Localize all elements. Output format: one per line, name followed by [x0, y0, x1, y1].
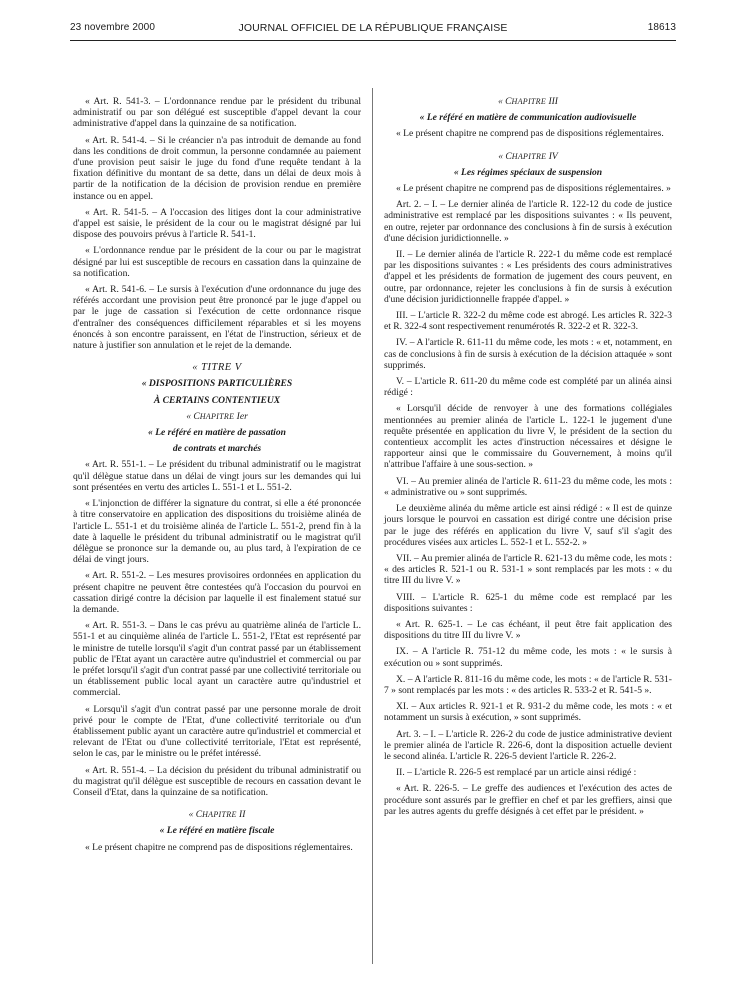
header-title: JOURNAL OFFICIEL DE LA RÉPUBLIQUE FRANÇAISE: [238, 22, 508, 34]
left-column: [73, 96, 361, 858]
paragraph: XI. – Aux articles R. 921-1 et R. 931-2 du même code, les mots : « et notamment un sursis à exécution, » sont supprimés.: [384, 701, 672, 724]
paragraph: « Art. R. 625-1. – Le cas échéant, il peut être fait application des dispositions du titre III du livre V. »: [384, 618, 672, 642]
chapter-title: « Les régimes spéciaux de suspension: [453, 166, 603, 178]
chapter-title: de contrats et marchés: [172, 443, 262, 455]
paragraph: V. – L'article R. 611-20 du même code est complété par un alinéa ainsi rédigé :: [384, 376, 672, 399]
paragraph: « Art. R. 541-3. – L'ordonnance rendue par le président du tribunal administratif ou par son délégué est susceptible d'appel devant la cour administrative d'appel dans la quinzaine de sa notification.: [73, 96, 361, 130]
paragraph: VIII. – L'article R. 625-1 du même code est remplacé par les dispositions suivantes :: [384, 591, 672, 614]
title-subheading: « DISPOSITIONS PARTICULIÈRES: [141, 378, 293, 390]
chapter-heading: « CHAPITRE III: [497, 96, 558, 107]
paragraph: « Le présent chapitre ne comprend pas de dispositions réglementaires.: [85, 841, 353, 853]
chapter-heading: « CHAPITRE IV: [498, 150, 558, 162]
paragraph: IV. – A l'article R. 611-11 du même code, les mots : « et, notamment, en cas de conclusions à fin de sursis à exécution de la décision attaquée » sont supprimés.: [384, 337, 672, 371]
paragraph: « Art. R. 551-4. – La décision du président du tribunal administratif ou du magistrat qu'il délègue est susceptible de recours en cassation devant le Conseil d'Etat, dans la quinzaine de sa notification.: [73, 764, 361, 798]
paragraph: « Art. R. 541-4. – Si le créancier n'a pas introduit de demande au fond dans les conditions de droit commun, la personne condamnée au paiement d'une provision peut saisir le juge du fond d'une requête tendant à la fixation définitive du montant de sa dette, dans un délai de deux mois à partir de la notification de la décision de provision rendue en première instance ou en appel.: [73, 134, 361, 202]
paragraph: « Art. R. 541-5. – A l'occasion des litiges dont la cour administrative d'appel est saisie, le président de la cour ou le magistrat désigné par lui dispose des pouvoirs prévus à l'article R. 541-1.: [73, 206, 361, 241]
paragraph: « Art. R. 226-5. – Le greffe des audiences et l'exécution des actes de procédure sont assurés par le greffier en chef et par les greffiers, ainsi que par les autres agents du greffe désignés à cet effet par le président. »: [384, 783, 672, 817]
paragraph: « Art. R. 551-3. – Dans le cas prévu au quatrième alinéa de l'article L. 551-1 et au cinquième alinéa de l'article L. 551-2, l'Etat est représenté par le ministre de tutelle lorsqu'il s'agit d'un contrat passé par un établissement public de l'Etat ayant un caractère autre qu'industriel et commercial ou par le préfet lorsqu'il s'agit d'un contrat passé par une collectivité territoriale ou un établissement public local ayant un caractère autre qu'industriel et commercial.: [73, 620, 361, 699]
title-subheading: À CERTAINS CONTENTIEUX: [153, 394, 281, 406]
paragraph: IX. – A l'article R. 751-12 du même code, les mots : « le sursis à exécution ou » sont supprimés.: [384, 646, 672, 669]
paragraph: « Lorsqu'il s'agit d'un contrat passé par une personne morale de droit privé pour le compte de l'Etat, d'une collectivité territoriale ou d'un établissement public ayant un caractère autre qu'industriel et commercial et relevant de l'Etat ou d'une collectivité territoriale, l'Etat est représenté, selon le cas, par le ministre ou le préfet intéressé.: [73, 703, 361, 760]
paragraph: II. – L'article R. 226-5 est remplacé par un article ainsi rédigé :: [396, 767, 637, 779]
paragraph: II. – Le dernier alinéa de l'article R. 222-1 du même code est remplacé par les dispositions suivantes : « Les présidents des cours administratives d'appel et les présidents de formation de jugement des cours peuvent, en outre, par ordonnance, rejeter les conclusions à fin de sursis à exécution d'une décision juridictionnelle frappée d'appel. »: [384, 249, 672, 305]
header-rule: [70, 40, 676, 41]
paragraph: Art. 3. – I. – L'article R. 226-2 du code de justice administrative devient le premier alinéa de l'article R. 226-6, dont la disposition actuelle devient le second alinéa. L'article R. 226-5 devient l'article R. 226-2.: [384, 728, 672, 762]
running-header: [70, 22, 676, 36]
header-page-number: 18613: [647, 22, 676, 33]
paragraph: VII. – Au premier alinéa de l'article R. 621-13 du même code, les mots : « des articles R. 521-1 ou R. 531-1 » sont remplacés par les mots : « du titre III du livre V. »: [384, 552, 672, 587]
paragraph: X. – A l'article R. 811-16 du même code, les mots : « de l'article R. 531-7 » sont remplacés par les mots : « des articles R. 533-2 et R. 541-5 ».: [384, 673, 672, 696]
paragraph: « Le présent chapitre ne comprend pas de dispositions réglementaires.: [396, 128, 664, 140]
paragraph: « Art. R. 551-2. – Les mesures provisoires ordonnées en application du présent chapitre ne peuvent être contestées qu'à l'occasion du pourvoi en cassation dirigé contre la décision par laquelle il est finalement statué sur la demande.: [73, 570, 361, 615]
paragraph: « Art. R. 541-6. – Le sursis à l'exécution d'une ordonnance du juge des référés accordant une provision peut être prononcé par le juge d'appel ou par le juge de cassation si l'exécution de cette ordonnance risque d'entraîner des conséquences difficilement réparables et si les moyens énoncés à son encontre paraissent, en l'état de l'instruction, sérieux et de nature à justifier son annulation et le rejet de la demande.: [73, 284, 361, 352]
chapter-title: « Le référé en matière de communication audiovisuelle: [419, 112, 637, 124]
column-divider: [372, 88, 373, 964]
chapter-title: « Le référé en matière fiscale: [159, 825, 275, 837]
chapter-heading: « CHAPITRE Ier: [186, 410, 248, 422]
paragraph: Art. 2. – I. – Le dernier alinéa de l'article R. 122-12 du code de justice administrative est remplacé par les dispositions suivantes : « Ils peuvent, en outre, rejeter par ordonnance des conclusions à fin de sursis à exécution d'une décision juridictionnelle. »: [384, 199, 672, 244]
right-column: [384, 96, 672, 822]
paragraph: « Le présent chapitre ne comprend pas de dispositions réglementaires. »: [396, 183, 671, 195]
chapter-title: « Le référé en matière de passation: [148, 427, 286, 439]
title-heading: « TITRE V: [192, 362, 242, 374]
paragraph: « Art. R. 551-1. – Le président du tribunal administratif ou le magistrat qu'il délègue statue dans un délai de vingt jours sur les demandes qui lui sont présentées en vertu des articles L. 551-1 et L. 551-2.: [73, 459, 361, 493]
header-date: 23 novembre 2000: [70, 22, 155, 33]
chapter-heading: « CHAPITRE II: [188, 809, 246, 821]
paragraph: « L'ordonnance rendue par le président de la cour ou par le magistrat désigné par lui est susceptible de recours en cassation dans la quinzaine de sa notification.: [73, 245, 361, 279]
paragraph: VI. – Au premier alinéa de l'article R. 611-23 du même code, les mots : « administrative ou » sont supprimés.: [384, 475, 672, 498]
paragraph: « L'injonction de différer la signature du contrat, si elle a été prononcée à titre conservatoire en application des dispositions du troisième alinéa de l'article L. 551-1 et du troisième alinéa de l'article L. 551-2, prend fin à la date à laquelle le président du tribunal administratif ou le magistrat qu'il délègue se prononce sur la demande ou, au plus tard, à l'expiration de ce délai de vingt jours.: [73, 498, 361, 566]
paragraph: Le deuxième alinéa du même article est ainsi rédigé : « Il est de quinze jours lorsque le pourvoi en cassation est dirigé contre une décision prise par le juge des référés en application du livre V, sauf s'il s'agit des procédures visées aux articles L. 552-1 et L. 552-2. »: [384, 503, 672, 548]
paragraph: III. – L'article R. 322-2 du même code est abrogé. Les articles R. 322-3 et R. 322-4 sont respectivement renumérotés R. 322-2 et R. 322-3.: [384, 310, 672, 333]
paragraph: « Lorsqu'il décide de renvoyer à une des formations collégiales mentionnées au premier alinéa de l'article L. 122-1 le jugement d'une requête présentée en application du livre V, le président de la section du contentieux accomplit les actes d'instruction nécessaires et désigne le rapporteur ainsi que le commissaire du Gouvernement, à moins qu'il n'attribue l'affaire à une sous-section. »: [384, 403, 672, 471]
